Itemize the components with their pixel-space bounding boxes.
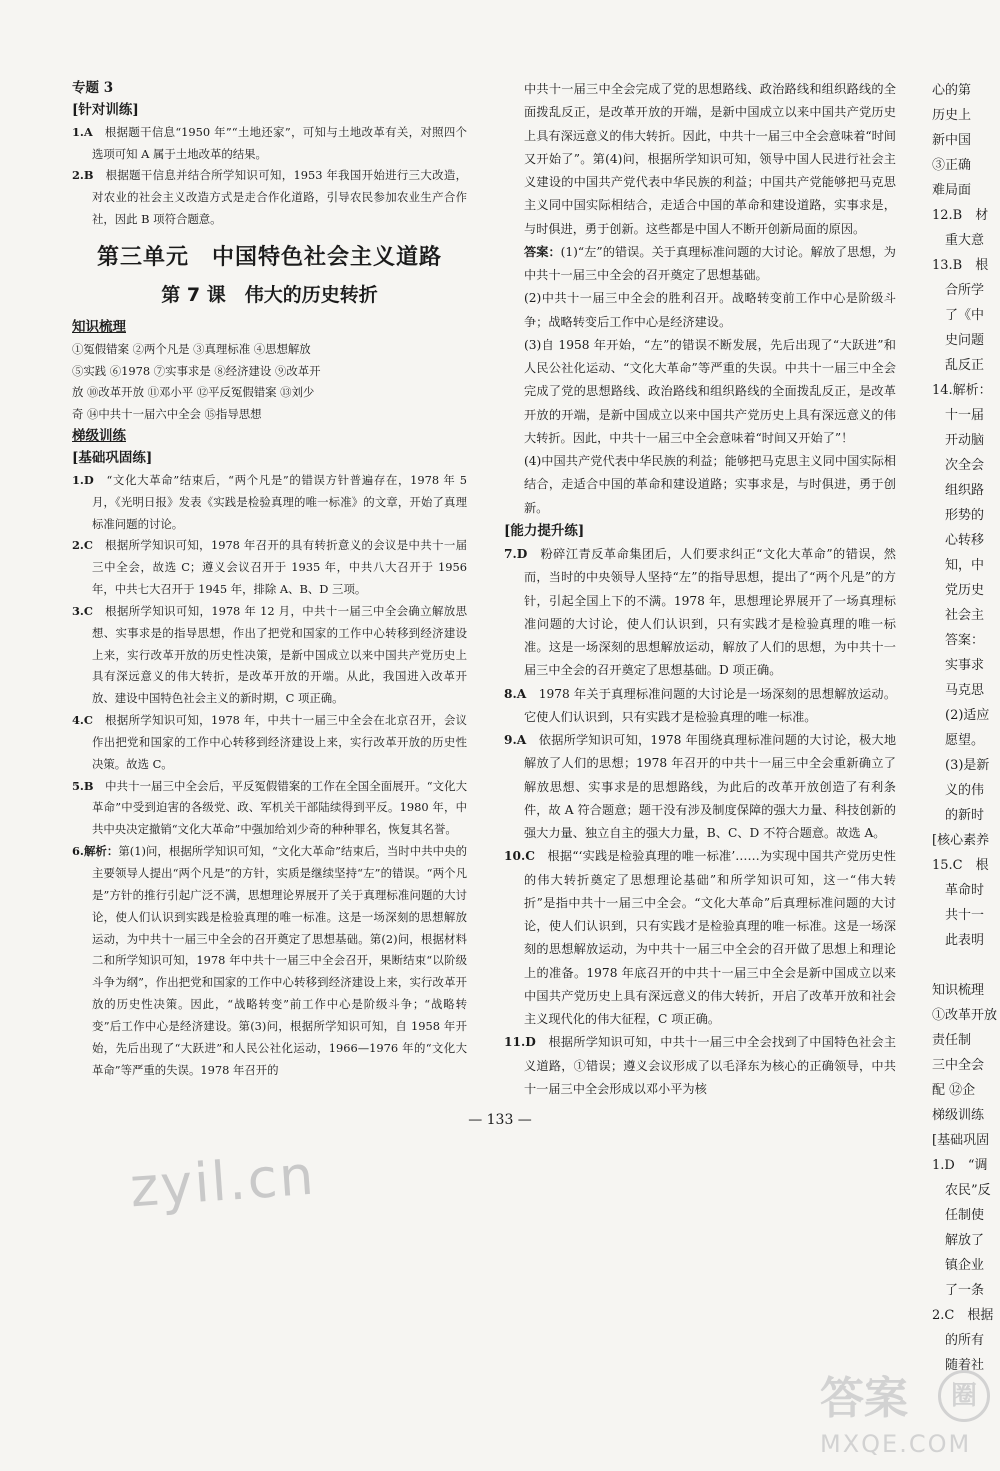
answer-item: 5.B 中共十一届三中全会后，平反冤假错案的工作在全国全面展开。“文化大革命”中受到迫害的各级党、政、军机关干部陆续得到平反。1980 年，中共中央决定撤销“文化大革命”中强加给刘少奇的种种罪名，恢复其名誉。: [72, 778, 467, 837]
ladder-training-heading: 梯级训练: [72, 428, 126, 445]
right-column-cut: [932, 78, 1000, 1378]
cut-line: 解放了: [932, 1233, 985, 1248]
watermark-circle: 圈: [938, 1370, 990, 1422]
cut-line: 任制使: [932, 1208, 985, 1223]
watermark-mxqe: MXQE.COM: [820, 1430, 972, 1458]
cut-line: [基础巩固: [932, 1133, 990, 1148]
cut-line: 历史上: [932, 108, 972, 123]
answer-paragraph: (3)自 1958 年开始，“左”的错误不断发展，先后出现了“大跃进”和人民公社化运动、“文化大革命”等严重的失误。中共十一届三中全会完成了党的思想路线、政治路线和组织路线的全面拨乱反正，是改革开放的开端，是新中国成立以来中国共产党历史上具有深远意义的伟大转折。因此，中共十一届三中全会意味着“时间又开始了”！: [524, 337, 896, 445]
knowledge-row: 奇 ⑭中共十一届六中全会 ⑮指导思想: [72, 407, 262, 422]
cut-line: 难局面: [932, 183, 972, 198]
answer-item: 1.D “文化大革命”结束后，“两个凡是”的错误方针普遍存在，1978 年 5 月，《光明日报》发表《实践是检验真理的唯一标准》的文章，开始了真理标准问题的讨论。: [72, 472, 467, 531]
answer-item: 8.A 1978 年关于真理标准问题的大讨论是一场深刻的思想解放运动。它使人们认识到，只有实践才是检验真理的唯一标准。: [504, 686, 897, 724]
cut-line: 了一条: [932, 1283, 985, 1298]
answer-paragraph: (2)中共十一届三中全会的胜利召开。战略转变前工作中心是阶级斗争；战略转变后工作中心是经济建设。: [524, 291, 896, 329]
cut-line: 知，中: [932, 558, 985, 573]
cut-line: 14.解析：: [932, 383, 992, 398]
page-number: — 133 —: [468, 1112, 532, 1128]
cut-line: 开动脑: [932, 433, 985, 448]
answer-item: 11.D 根据所学知识可知，中共十一届三中全会找到了中国特色社会主义道路，①错误；遵义会议形成了以毛泽东为核心的正确领导，中共十一届三中全会形成以邓小平为核: [504, 1035, 897, 1096]
cut-line: 义的伟: [932, 783, 985, 798]
cut-line: 农民”反: [932, 1183, 991, 1198]
cut-line: 随着社: [932, 1358, 985, 1373]
lesson-title: 第 7 课 伟大的历史转折: [161, 283, 378, 306]
cut-line: 配 ⑫企: [932, 1083, 976, 1098]
cut-line: 答案：: [932, 633, 985, 648]
cut-line: 13.B 根: [932, 258, 989, 273]
left-column: [72, 78, 467, 1081]
watermark-answer: 答案: [820, 1373, 908, 1424]
cut-line: 社会主: [932, 608, 985, 623]
cut-line: (3)是新: [932, 758, 990, 773]
targeted-training-label: [针对训练]: [72, 101, 139, 118]
cut-line: 心的第: [932, 83, 972, 98]
analysis-continuation: 中共十一届三中全会完成了党的思想路线、政治路线和组织路线的全面拨乱反正，是改革开放的开端，是新中国成立以来中国共产党历史上具有深远意义的伟大转折。因此，中共十一届三中全会意味着“时间又开始了”。第(4)问，根据所学知识可知，领导中国人民进行社会主义建设的中国共产党代表中华民族的利益；中国共产党能够把马克思主义同中国实际相结合，走适合中国的革命和建设道路，实事求是，与时俱进，勇于创新。这些都是中国人不断开创新局面的原因。: [524, 82, 896, 236]
cut-line: 次全会: [932, 458, 985, 473]
answer-paragraph: 答案：(1)“左”的错误。关于真理标准问题的大讨论。解放了思想，为中共十一届三中全会的召开奠定了思想基础。: [524, 244, 896, 282]
topic-label: 专题 3: [72, 80, 114, 96]
knowledge-row: 放 ⑩改革开放 ⑪邓小平 ⑫平反冤假错案 ⑬刘少: [72, 385, 315, 400]
answer-item: 1.A 根据题干信息“1950 年”“土地还家”，可知与土地改革有关，对照四个选项可知 A 属于土地改革的结果。: [72, 124, 467, 161]
answer-item: 3.C 根据所学知识可知，1978 年 12 月，中共十一届三中全会确立解放思想、实事求是的指导思想，作出了把党和国家的工作中心转移到经济建设上来，实行改革开放的历史性决策，是新中国成立以来中国共产党历史上具有深远意义的伟大转折，是改革开放的开端。从此，我国进入改革开放、建设中国特色社会主义的新时期，C 项正确。: [72, 603, 467, 706]
answer-item: 9.A 依据所学知识可知，1978 年围绕真理标准问题的大讨论，极大地解放了人们的思想；1978 年召开的中共十一届三中全会重新确立了解放思想、实事求是的思想路线，为此后的改革开放创造了有利条件，故 A 符合题意；题干没有涉及制度保障的强大力量、科技创新的强大力量、独立自主的强大力量，B、C、D 不符合题意。故选 A。: [504, 733, 897, 840]
cut-line: 党历史: [932, 583, 985, 598]
answer-paragraph: (4)中国共产党代表中华民族的利益；能够把马克思主义同中国实际相结合，走适合中国的革命和建设道路；实事求是，与时俱进，勇于创新。: [524, 454, 896, 515]
cut-line: 乱反正: [932, 358, 985, 373]
cut-line: 史问题: [932, 333, 985, 348]
cut-line: [核心素养: [932, 833, 990, 848]
cut-line: 的新时: [932, 808, 985, 823]
cut-line: 三中全会: [932, 1058, 985, 1073]
answer-item: 2.C 根据所学知识可知，1978 年召开的具有转折意义的会议是中共十一届三中全会，故选 C；遵义会议召开于 1935 年，中共八大召开于 1956 年，中共七大召开于 1945 年，排除 A、B、D 三项。: [72, 538, 467, 597]
knowledge-row: ①冤假错案 ②两个凡是 ③真理标准 ④思想解放: [72, 341, 311, 356]
unit-title: 第三单元 中国特色社会主义道路: [96, 244, 442, 270]
cut-line: 实事求: [932, 658, 985, 673]
answer-item: 2.B 根据题干信息并结合所学知识可知，1953 年我国开始进行三大改造，对农业的社会主义改造方式是走合作化道路，引导农民参加农业生产合作社，因此 B 项符合题意。: [72, 168, 467, 227]
cut-line: 重大意: [932, 233, 985, 248]
basic-practice-label: [基础巩固练]: [72, 449, 153, 466]
answer-item: 7.D 粉碎江青反革命集团后，人们要求纠正“文化大革命”的错误，然而，当时的中央领导人坚持“左”的指导思想，提出了“两个凡是”的方针，引起全国上下的不满。1978 年，思想理论界展开了一场真理标准问题的大讨论，使人们认识到，只有实践才是检验真理的唯一标准。这是一场深刻的思想解放运动，解放了人们的思想，为中共十一届三中全会的召开奠定了思想基础。D 项正确。: [504, 547, 896, 678]
cut-line: 革命时: [932, 883, 985, 898]
answer-item: 6.解析：第(1)问，根据所学知识可知，“文化大革命”结束后，当时中共中央的主要领导人提出“两个凡是”的方针，实质是继续坚持“左”的错误。“两个凡是”方针的推行引起广泛不满，思想理论界展开了关于真理标准问题的大讨论，使人们认识到实践是检验真理的唯一标准。这是一场深刻的思想解放运动，为中共十一届三中全会的召开奠定了思想基础。第(2)问，根据材料二和所学知识可知，1978 年中共十一届三中全会召开，果断结束“以阶级斗争为纲”，作出把党和国家的工作中心转移到经济建设上来，实行改革开放的历史性决策。因此，“战略转变”前工作中心是阶级斗争；“战略转变”后工作中心是经济建设。第(3)问，根据所学知识可知，自 1958 年开始，先后出现了“大跃进”和人民公社化运动，1966—1976 年的“文化大革命”等严重的失误。1978 年召开的: [72, 844, 467, 1077]
cut-line: 新中国: [932, 133, 972, 148]
cut-line: 2.C 根据: [932, 1308, 994, 1323]
watermark-zyil: zyil.cn: [128, 1143, 318, 1220]
knowledge-row: ⑤实践 ⑥1978 ⑦实事求是 ⑧经济建设 ⑨改革开: [72, 363, 321, 378]
cut-line: 此表明: [932, 933, 985, 948]
cut-line: 愿望。: [932, 733, 985, 748]
cut-line: 知识梳理: [932, 983, 985, 998]
knowledge-heading: 知识梳理: [72, 318, 126, 335]
cut-line: 了《中: [932, 308, 985, 323]
cut-line: ③正确: [932, 158, 972, 173]
cut-line: 梯级训练: [932, 1108, 985, 1123]
cut-line: ①改革开放: [932, 1008, 998, 1023]
cut-line: 的所有: [932, 1333, 985, 1348]
cut-line: 心转移: [932, 533, 985, 548]
cut-line: 形势的: [932, 508, 985, 523]
cut-line: 12.B 材: [932, 208, 989, 223]
cut-line: 15.C 根: [932, 858, 989, 873]
cut-line: [932, 953, 1000, 978]
cut-line: 镇企业: [932, 1258, 985, 1273]
cut-line: 合所学: [932, 283, 985, 298]
cut-line: 共十一: [932, 908, 985, 923]
cut-line: 1.D “调: [932, 1158, 988, 1173]
ability-practice-label: [能力提升练]: [504, 522, 585, 539]
cut-line: 马克思: [932, 683, 985, 698]
middle-column: [504, 78, 896, 1101]
answer-item: 4.C 根据所学知识可知，1978 年，中共十一届三中全会在北京召开，会议作出把党和国家的工作中心转移到经济建设上来，实行改革开放的历史性决策。故选 C。: [72, 713, 467, 771]
cut-line: 组织路: [932, 483, 985, 498]
cut-line: (2)适应: [932, 708, 990, 723]
cut-line: 责任制: [932, 1033, 972, 1048]
cut-line: 十一届: [932, 408, 985, 423]
answer-item: 10.C 根据“‘实践是检验真理的唯一标准’……为实现中国共产党历史性的伟大转折奠定了思想理论基础”和所学知识可知，这一“伟大转折”是指中共十一届三中全会。“文化大革命”后真理标准问题的大讨论，使人们认识到，只有实践才是检验真理的唯一标准。这是一场深刻的思想解放运动，为中共十一届三中全会的召开做了思想上和理论上的准备。1978 年底召开的中共十一届三中全会是新中国成立以来中国共产党历史上具有深远意义的伟大转折，开启了改革开放和社会主义现代化的伟大征程，C 项正确。: [504, 849, 896, 1026]
